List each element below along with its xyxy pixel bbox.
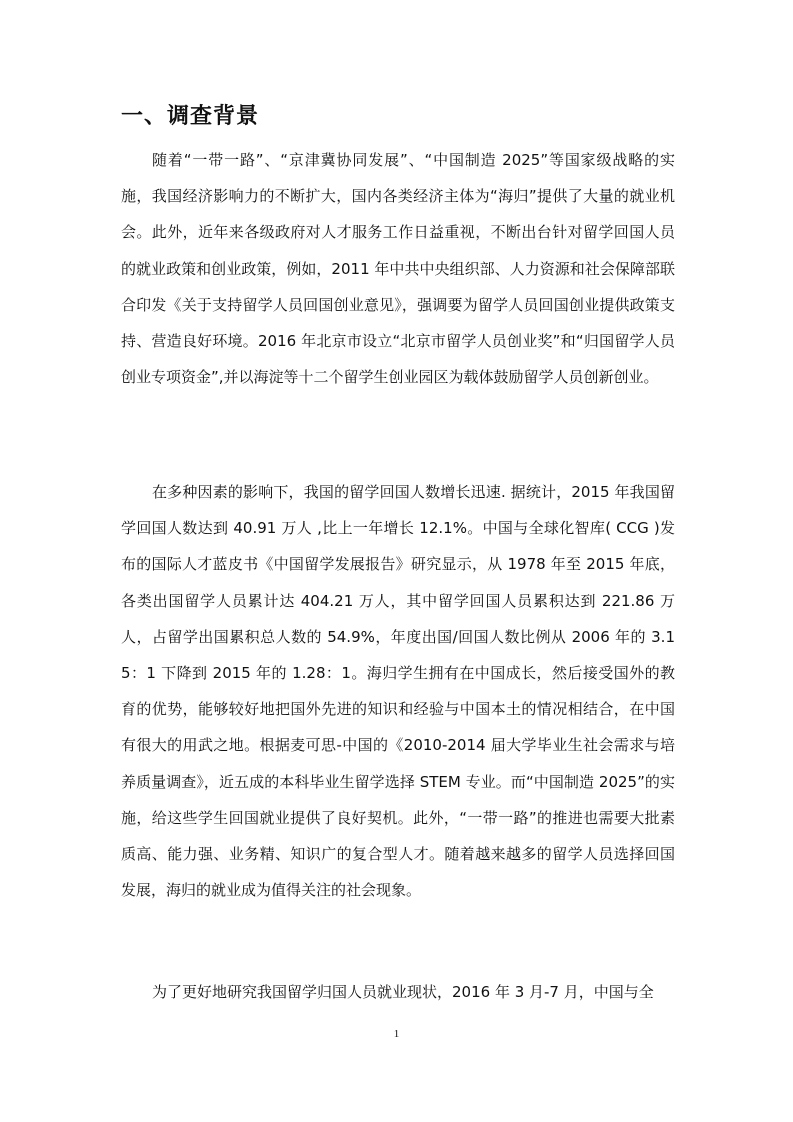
section-heading: 一、调查背景	[121, 104, 260, 129]
paragraph-returnee-statistics: 在多种因素的影响下，我国的留学回国人数增长迅速. 据统计，2015 年我国留学回国人数达到 40.91 万人 ,比上一年增长 12.1%。中国与全球化智库( CCG )发布的国际人才蓝皮书《中国留学发展报告》研究显示，从 1978 年至 2015 年底，各类出国留学人员累计达 404.21 万人，其中留学回国人员累积达到 221.86 万人，占留学出国累积总人数的 54.9%，年度出国/回国人数比例从 2006 年的 3.15：1 下降到 2015 年的 1.28：1。海归学生拥有在中国成长，然后接受国外的教育的优势，能够较好地把国外先进的知识和经验与中国本土的情况相结合，在中国有很大的用武之地。根据麦可思-中国的《2010-2014 届大学毕业生社会需求与培养质量调查》，近五成的本科毕业生留学选择 STEM 专业。而“中国制造 2025”的实施，给这些学生回国就业提供了良好契机。此外，“一带一路”的推进也需要大批素质高、能力强、业务精、知识广的复合型人才。随着越来越多的留学人员选择回国发展，海归的就业成为值得关注的社会现象。	[121, 483, 675, 900]
paragraph-background-policy: 随着“一带一路”、“京津冀协同发展”、“中国制造 2025”等国家级战略的实施，我国经济影响力的不断扩大，国内各类经济主体为“海归”提供了大量的就业机会。此外，近年来各级政府对人才服务工作日益重视，不断出台针对留学回国人员的就业政策和创业政策，例如，2011 年中共中央组织部、人力资源和社会保障部联合印发《关于支持留学人员回国创业意见》，强调要为留学人员回国创业提供政策支持、营造良好环境。2016 年北京市设立“北京市留学人员创业奖”和“归国留学人员创业专项资金”,并以海淀等十二个留学生创业园区为载体鼓励留学人员创新创业。	[121, 151, 675, 387]
paragraph-survey-intro: 为了更好地研究我国留学归国人员就业现状，2016 年 3 月-7 月，中国与全	[152, 983, 654, 1001]
page-number: 1	[393, 1028, 400, 1040]
